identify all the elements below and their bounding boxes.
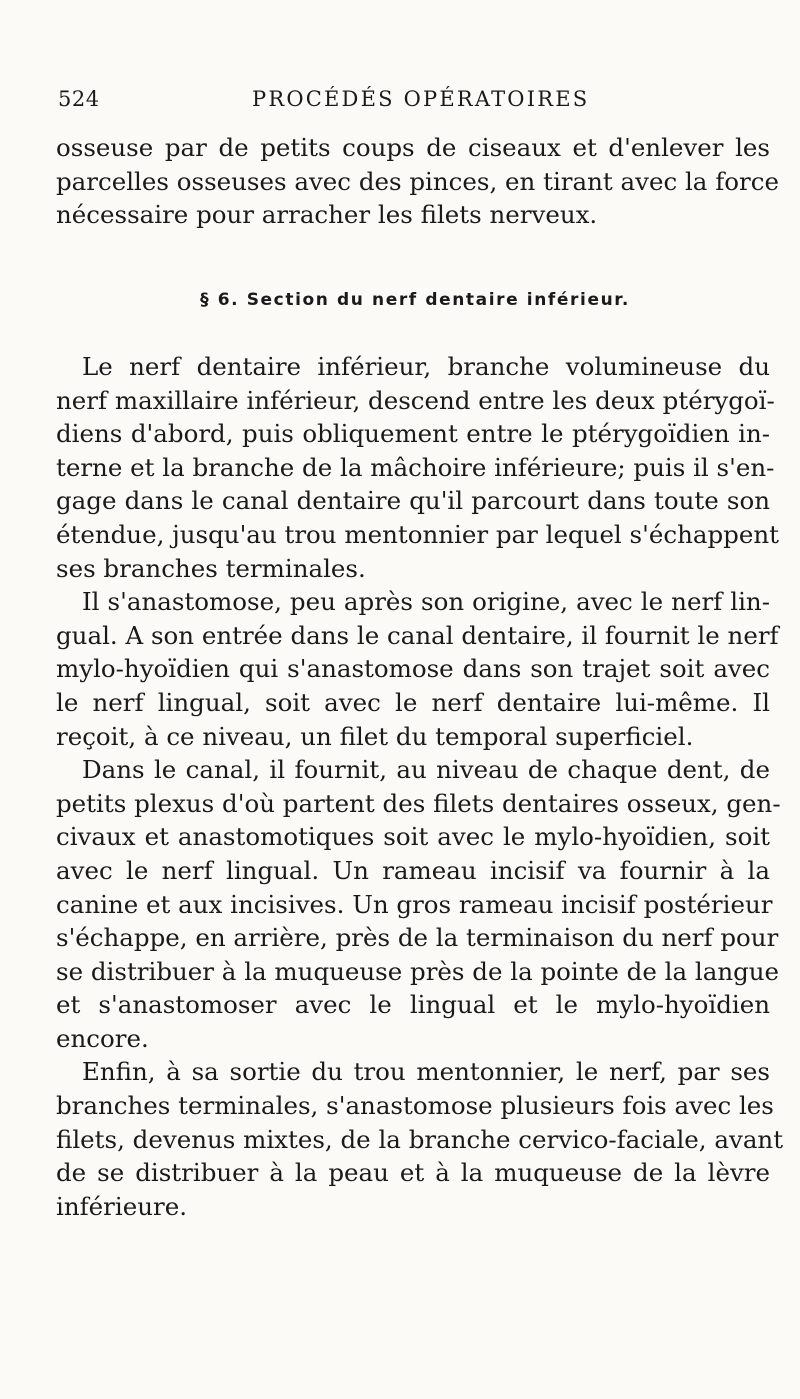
text-line: étendue, jusqu'au trou mentonnier par lequel s'échappent [56, 519, 779, 549]
text-line: le nerf lingual, soit avec le nerf dentaire lui-même. Il [56, 687, 770, 717]
text-line: parcelles osseuses avec des pinces, en tirant avec la force [56, 166, 779, 196]
text-line: de se distribuer à la peau et à la muqueuse de la lèvre [56, 1158, 770, 1188]
text-line: ses branches terminales. [56, 553, 366, 583]
text-line: diens d'abord, puis obliquement entre le ptérygoïdien in- [56, 419, 770, 449]
text-line: inférieure. [56, 1191, 188, 1221]
section-heading: § 6. Section du nerf dentaire inférieur. [200, 290, 630, 310]
intro-text [56, 131, 779, 232]
paragraph [56, 1055, 784, 1223]
text-line: Dans le canal, il fournit, au niveau de chaque dent, de [82, 755, 770, 785]
text-line: nerf maxillaire inférieur, descend entre les deux ptérygoï- [56, 385, 775, 415]
text-line: mylo-hyoïdien qui s'anastomose dans son trajet soit avec [56, 654, 770, 684]
text-line: nécessaire pour arracher les filets nerveux. [56, 200, 598, 230]
text-line: et s'anastomoser avec le lingual et le mylo-hyoïdien [56, 990, 770, 1020]
text-line: s'échappe, en arrière, près de la terminaison du nerf pour [56, 923, 779, 953]
paragraph [56, 753, 781, 1055]
text-line: civaux et anastomotiques soit avec le mylo-hyoïdien, soit [56, 822, 770, 852]
text-line: encore. [56, 1023, 149, 1053]
intro-paragraph [56, 131, 779, 232]
text-line: branches terminales, s'anastomose plusieurs fois avec les [56, 1091, 774, 1121]
paragraph [56, 350, 779, 585]
text-line: petits plexus d'où partent des filets dentaires osseux, gen- [56, 788, 781, 818]
text-line: canine et aux incisives. Un gros rameau incisif postérieur [56, 889, 773, 919]
text-line: reçoit, à ce niveau, un filet du temporal superficiel. [56, 721, 694, 751]
text-line: filets, devenus mixtes, de la branche cervico-faciale, avant [56, 1124, 784, 1154]
page-number: 524 [58, 87, 100, 111]
running-title: PROCÉDÉS OPÉRATOIRES [252, 87, 590, 111]
page-header [58, 87, 798, 117]
text-line: gual. A son entrée dans le canal dentaire, il fournit le nerf [56, 620, 779, 650]
text-line: avec le nerf lingual. Un rameau incisif va fournir à la [56, 855, 770, 885]
section-body [56, 350, 784, 1223]
text-line: terne et la branche de la mâchoire inférieure; puis il s'en- [56, 452, 775, 482]
text-line: gage dans le canal dentaire qu'il parcourt dans toute son [56, 486, 770, 516]
text-line: se distribuer à la muqueuse près de la pointe de la langue [56, 956, 780, 986]
text-line: Il s'anastomose, peu après son origine, avec le nerf lin- [82, 587, 770, 617]
text-line: Le nerf dentaire inférieur, branche volumineuse du [82, 352, 770, 381]
text-line: osseuse par de petits coups de ciseaux et d'enlever les [56, 133, 770, 162]
paragraph [56, 585, 779, 753]
text-line: Enfin, à sa sortie du trou mentonnier, le nerf, par ses [82, 1057, 770, 1087]
